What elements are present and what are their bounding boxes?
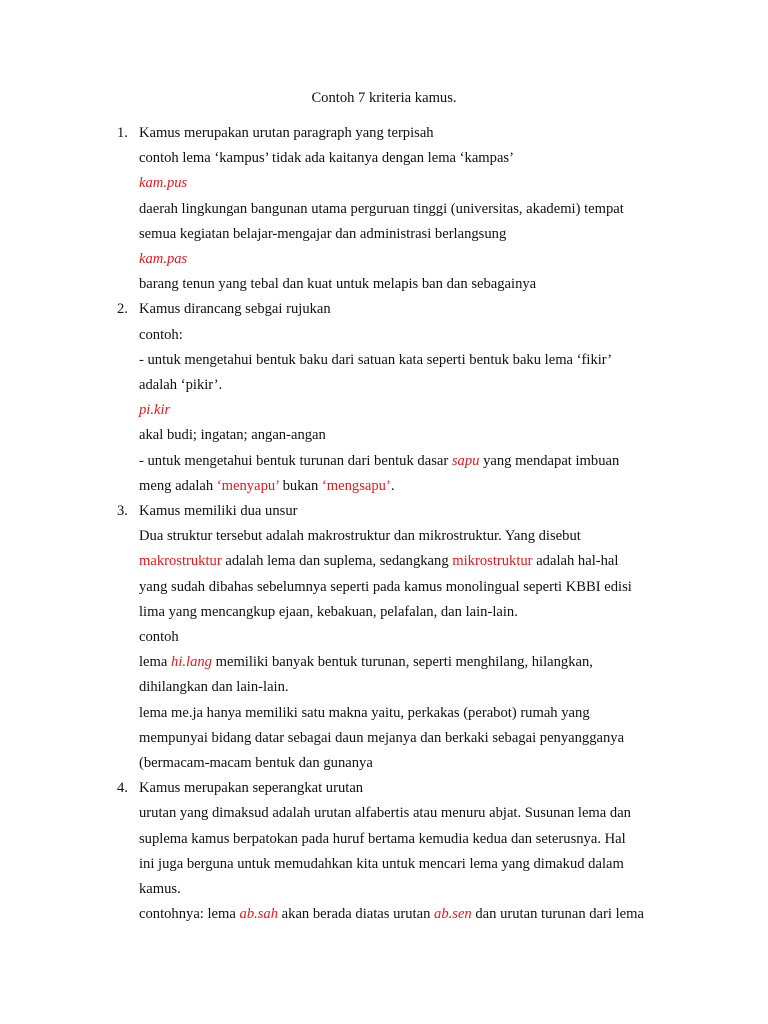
text-line [139,551,618,571]
text-line [139,703,590,723]
list-number: 1. [117,125,128,141]
text-segment: daerah lingkungan bangunan utama perguruan tinggi (universitas, akademi) tempat [139,200,624,217]
text-line [139,199,624,219]
text-segment: adalah ‘pikir’. [139,377,223,393]
highlighted-term: makrostruktur [139,553,222,570]
text-segment: contohnya: lema [139,906,240,923]
text-segment: - untuk mengetahui bentuk baku dari satuan kata seperti bentuk baku lema ‘fikir’ [139,351,613,368]
text-segment: Kamus dirancang sebgai rujukan [139,301,331,318]
text-segment: meng adalah [139,477,217,494]
text-segment: yang sudah dibahas sebelumnya seperti pada kamus monolingual seperti KBBI edisi [139,578,632,595]
text-line [139,728,624,748]
text-segment: Dua struktur tersebut adalah makrostruktur dan mikrostruktur. Yang disebut [139,528,581,545]
list-number: 3. [117,503,128,519]
text-segment: adalah hal-hal [532,553,619,570]
text-segment: ini juga berguna untuk memudahkan kita untuk mencari lema yang dimakud dalam [139,855,624,872]
document-title: Contoh 7 kriteria kamus. [311,90,457,106]
text-segment: Kamus merupakan seperangkat urutan [139,780,364,797]
text-segment: contoh lema ‘kampus’ tidak ada kaitanya dengan lema ‘kampas’ [139,150,514,167]
text-segment: - untuk mengetahui bentuk turunan dari bentuk dasar [139,452,452,469]
list-number: 4. [117,780,128,797]
text-line [139,652,593,672]
text-line [139,299,331,319]
text-line [139,249,187,269]
text-segment: akal budi; ingatan; angan-angan [139,427,326,444]
text-line [139,274,536,294]
text-line [139,904,644,924]
text-line [139,879,181,899]
text-line [139,224,506,244]
text-line [139,476,394,496]
text-segment: semua kegiatan belajar-mengajar dan administrasi berlangsung [139,225,507,242]
text-line [139,677,289,697]
highlighted-term: ‘mengsapu’ [321,477,391,494]
highlighted-term: hi.lang [171,654,212,671]
text-line [139,803,631,823]
highlighted-term: ab.sen [434,906,472,923]
highlighted-term: pi.kir [139,402,171,419]
text-segment: lema me.ja hanya memiliki satu makna yaitu, perkakas (perabot) rumah yang [139,704,590,721]
text-segment: Kamus memiliki dua unsur [139,503,298,519]
text-line [139,854,624,874]
text-segment: bukan [278,477,322,494]
highlighted-term: kam.pas [139,251,188,267]
text-segment: memiliki banyak bentuk turunan, seperti menghilang, hilangkan, [211,654,593,671]
text-line [139,173,187,193]
text-segment: kamus. [139,881,181,897]
text-line [139,627,179,647]
text-line [139,375,222,395]
list-number: 2. [117,301,128,318]
highlighted-term: mikrostruktur [452,553,533,570]
text-line [139,148,514,168]
text-segment: . [390,477,395,494]
text-line [139,325,183,345]
text-segment: (bermacam-macam bentuk dan gunanya [139,755,373,771]
text-line [139,829,626,849]
text-segment: contoh: [139,326,183,343]
text-segment: yang mendapat imbuan [479,452,620,469]
text-line [139,778,363,798]
highlighted-term: ab.sah [239,906,279,923]
text-segment: suplema kamus berpatokan pada huruf bertama kemudia kedua dan seterusnya. Hal [139,830,626,847]
text-segment: contoh [139,629,179,645]
text-segment: lima yang mencangkup ejaan, kebakuan, pelafalan, dan lain-lain. [139,603,518,620]
text-segment: akan berada diatas urutan [278,906,435,923]
text-line [139,577,632,597]
highlighted-term: sapu [451,452,480,469]
text-segment: dan urutan turunan dari lema [471,906,644,923]
text-segment: adalah lema dan suplema, sedangkang [221,553,453,570]
text-line [139,350,612,370]
highlighted-term: kam.pus [139,175,188,192]
text-line [139,425,326,445]
text-segment: lema [139,654,172,671]
text-segment: urutan yang dimaksud adalah urutan alfabertis atau menuru abjat. Susunan lema dan [139,805,631,822]
highlighted-term: ‘menyapu’ [216,477,279,494]
text-line [139,526,581,546]
text-line [139,602,518,622]
text-segment: mempunyai bidang datar sebagai daun mejanya dan berkaki sebagai penyangganya [139,729,625,746]
text-segment: barang tenun yang tebal dan kuat untuk melapis ban dan sebagainya [139,276,537,293]
text-line [139,123,434,143]
text-line [139,451,619,471]
text-line [139,400,170,420]
text-segment: dihilangkan dan lain-lain. [139,679,289,696]
text-line [139,501,298,521]
text-line [139,753,373,773]
text-segment: Kamus merupakan urutan paragraph yang terpisah [139,125,434,141]
